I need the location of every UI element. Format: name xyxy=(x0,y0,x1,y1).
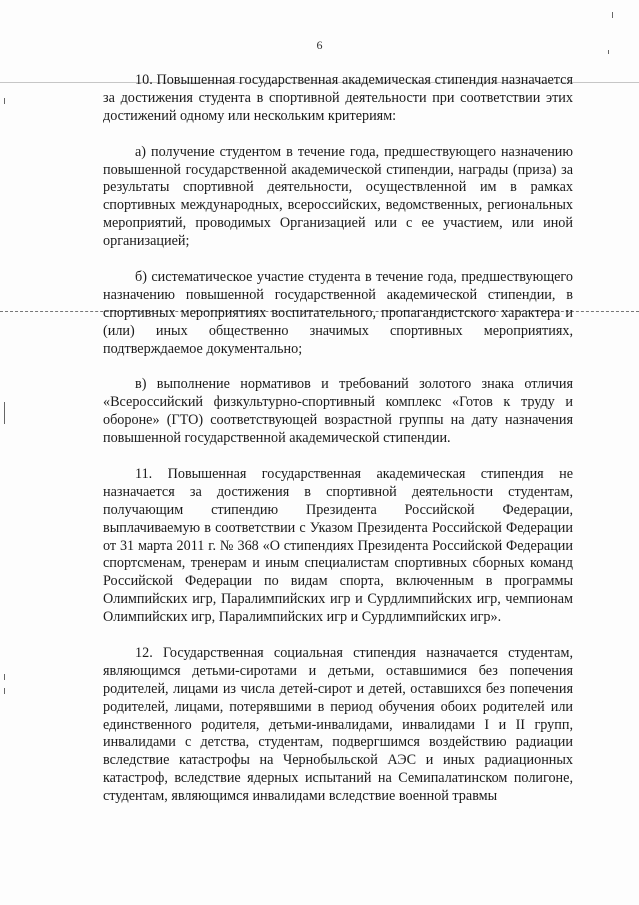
page-number: 6 xyxy=(316,38,323,52)
paragraph-10a: а) получение студентом в течение года, предшествующего назначению повышенной государственной академической стипендии, награды (приза) за результаты спортивной деятельности, осуществленной им в рамках спортивных международных, всероссийских, ведомственных, региональных мероприятий, проводимых Организацией или с ее участием, или иной организацией; xyxy=(103,143,573,250)
paragraph-11: 11. Повышенная государственная академическая стипендия не назначается за достижения в спортивной деятельности студентам, получающим стипендию Президента Российской Федерации, выплачиваемую в соответствии с Указом Президента Российской Федерации от 31 марта 2011 г. № 368 «О стипендиях Президента Российской Федерации спортсменам, тренерам и иным специалистам спортивных сборных команд Российской Федерации по видам спорта, включенным в программы Олимпийских игр, Паралимпийских игр и Сурдлимпийских игр, чемпионам Олимпийских игр, Паралимпийских игр и Сурдлимпийских игр». xyxy=(103,465,573,626)
scan-edge-mark xyxy=(612,12,613,18)
scan-edge-mark xyxy=(4,402,5,424)
document-body xyxy=(103,72,573,806)
scan-edge-mark xyxy=(4,688,5,694)
scan-edge-mark xyxy=(4,674,5,680)
paragraph-10b: б) систематическое участие студента в течение года, предшествующего назначению повышенной государственной академической стипендии, в спортивных мероприятиях воспитательного, пропагандистского характера и (или) иных общественно значимых спортивных мероприятиях, подтверждаемое документально; xyxy=(103,268,573,357)
paragraph-12: 12. Государственная социальная стипендия назначается студентам, являющимся детьми-сиротами и детьми, оставшимися без попечения родителей, лицами из числа детей-сирот и детей, оставшихся без попечения родителей, лицами, потерявшими в период обучения обоих родителей или единственного родителя, детьми-инвалидами, инвалидами I и II групп, инвалидами с детства, студентам, подвергшимся воздействию радиации вследствие катастрофы на Чернобыльской АЭС и иных радиационных катастроф, вследствие ядерных испытаний на Семипалатинском полигоне, студентам, являющимся инвалидами вследствие военной травмы xyxy=(103,644,573,805)
paragraph-10v: в) выполнение нормативов и требований золотого знака отличия «Всероссийский физкультурно-спортивный комплекс «Готов к труду и обороне» (ГТО) соответствующей возрастной группы на дату назначения повышенной государственной академической стипендии. xyxy=(103,376,573,447)
scan-edge-mark xyxy=(4,98,5,104)
paragraph-10: 10. Повышенная государственная академическая стипендия назначается за достижения студента в спортивной деятельности при соответствии этих достижений одному или нескольким критериям: xyxy=(103,72,573,124)
